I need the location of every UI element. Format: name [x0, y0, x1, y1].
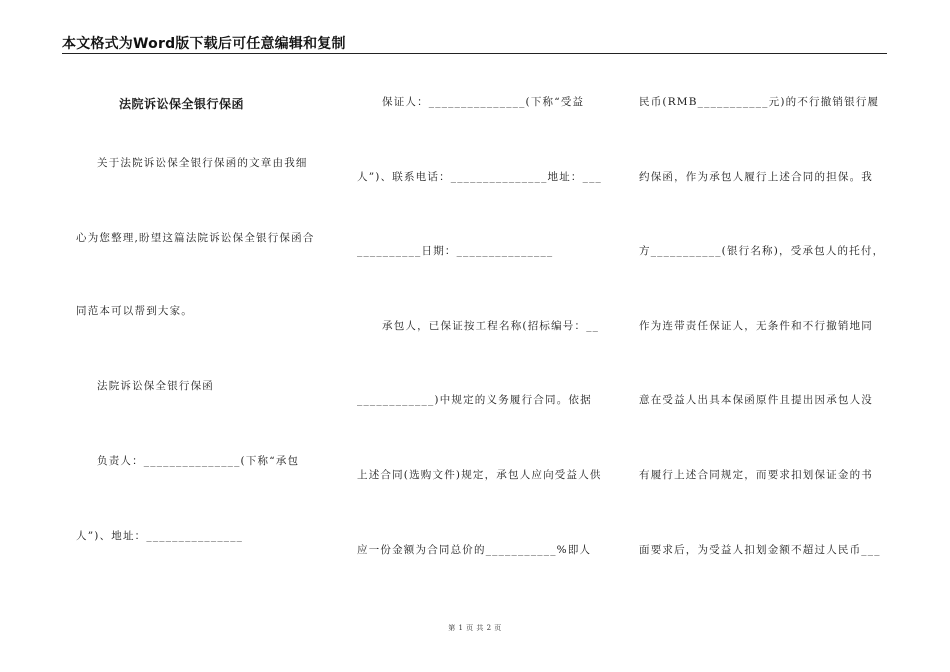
text-line: 面要求后，为受益人扣划金额不超过人民币___ [639, 544, 881, 556]
text-line: 心为您整理,盼望这篇法院诉讼保全银行保函合 [76, 232, 315, 244]
text-line: 同范本可以帮到大家。 [76, 305, 193, 317]
text-line: 承包人，已保证按工程名称(招标编号：__ [382, 320, 600, 332]
text-line: 上述合同(选购文件)规定，承包人应向受益人供 [357, 469, 602, 481]
header-rule [62, 53, 887, 54]
text-line: 关于法院诉讼保全银行保函的文章由我细 [97, 157, 308, 169]
header-banner: 本文格式为Word版下载后可任意编辑和复制 [62, 36, 346, 52]
text-line: 有履行上述合同规定，而要求扣划保证金的书 [639, 469, 873, 481]
text-line: 作为连带责任保证人，无条件和不行撤销地同 [639, 320, 873, 332]
text-line: 方___________(银行名称)，受承包人的托付， [639, 245, 885, 257]
page-number: 第 1 页 共 2 页 [448, 624, 502, 632]
text-line: 约保函，作为承包人履行上述合同的担保。我 [639, 171, 873, 183]
text-line: 民币(RMB___________元)的不行撤销银行履 [639, 96, 880, 108]
text-line: 意在受益人出具本保函原件且提出因承包人没 [639, 394, 873, 406]
text-line: 应一份金额为合同总价的___________%即人 [357, 544, 592, 556]
text-line: __________日期：_______________ [357, 245, 554, 257]
text-line: ____________)中规定的义务履行合同。依据 [357, 394, 592, 406]
text-line: 法院诉讼保全银行保函 [97, 380, 214, 392]
text-line: 人”)、地址：_______________ [76, 530, 244, 542]
text-line: 人”)、联系电话：_______________地址：___ [357, 171, 602, 183]
document-title: 法院诉讼保全银行保函 [119, 97, 245, 111]
text-line: 负责人：_______________(下称“承包 [97, 455, 300, 467]
text-line: 保证人：_______________(下称“受益 [382, 96, 585, 108]
